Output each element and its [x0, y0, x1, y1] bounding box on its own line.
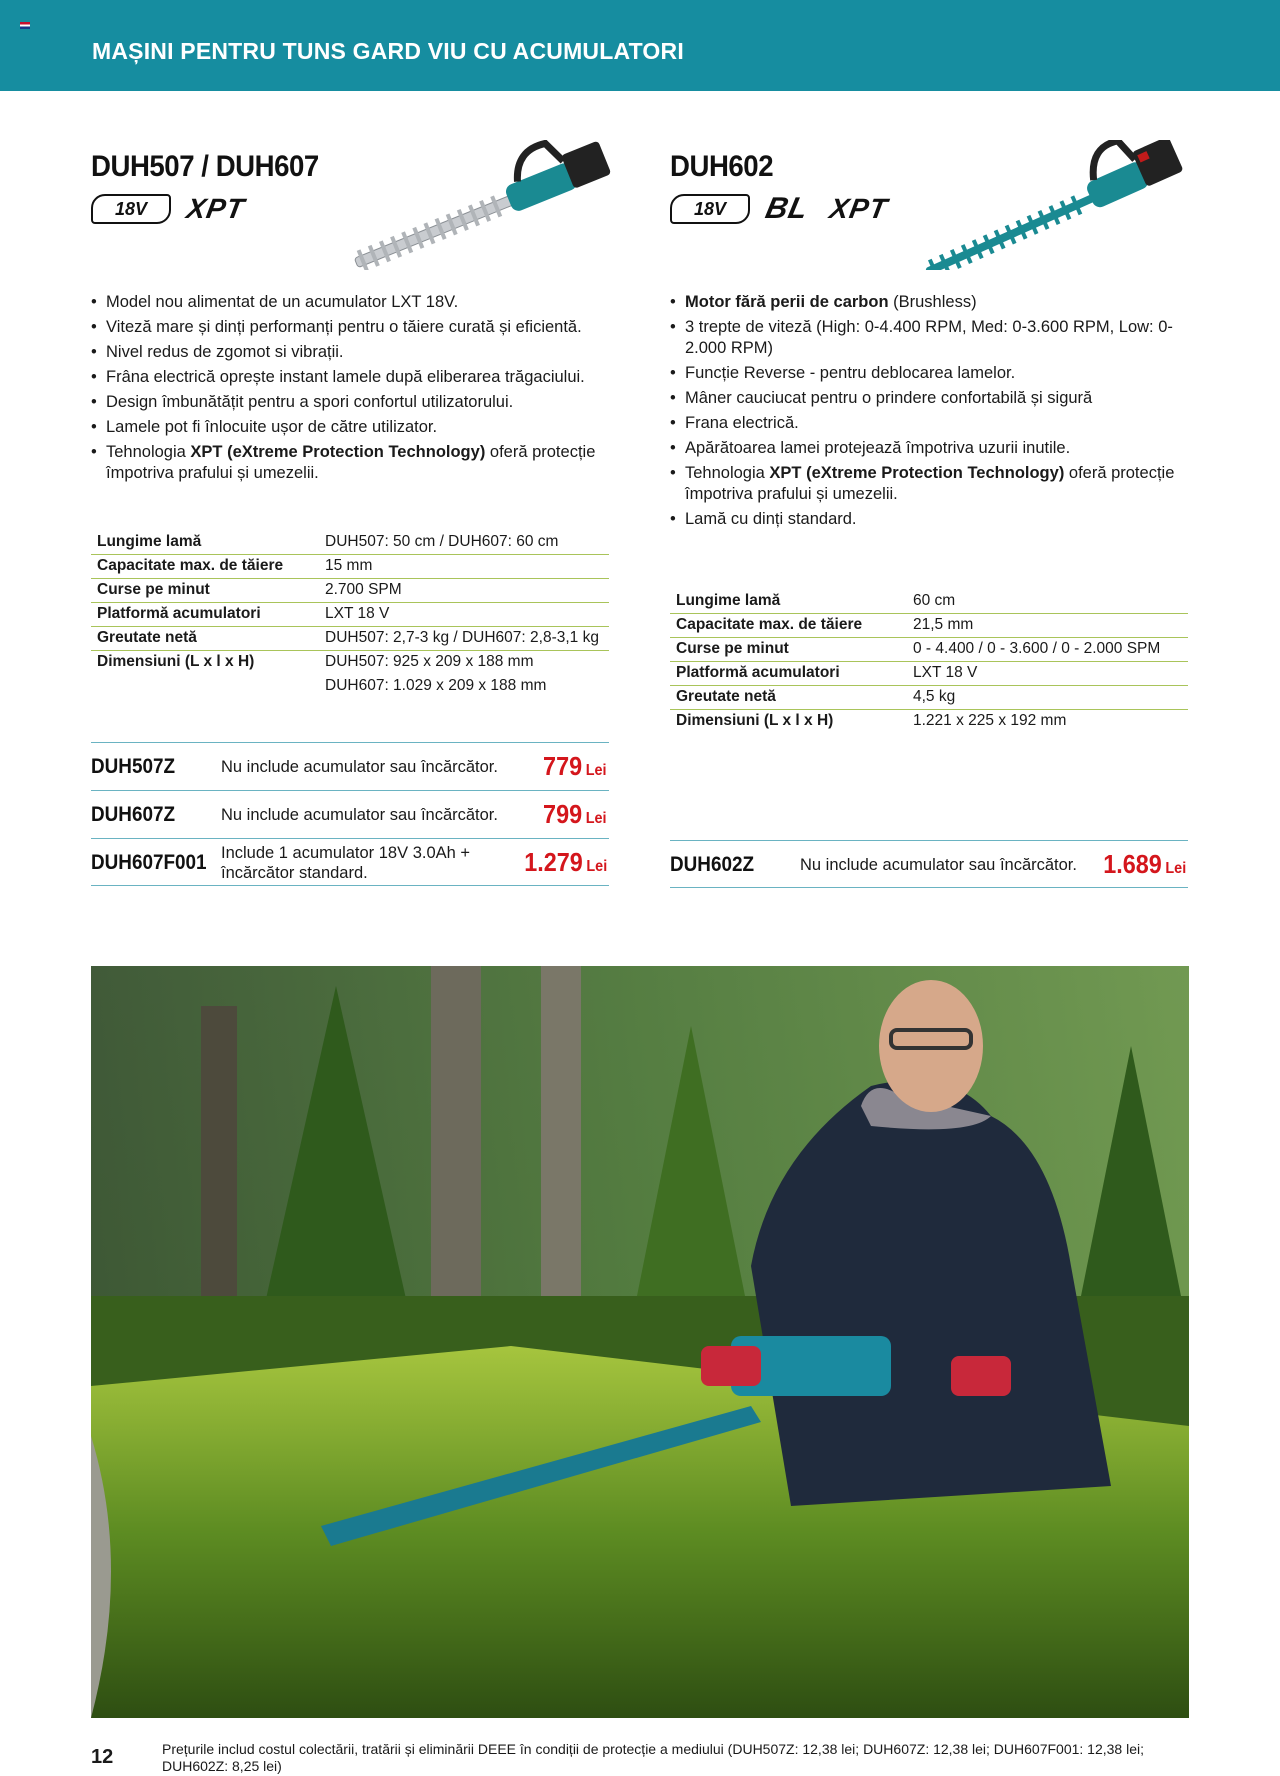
feature-text: oferă protecție împotriva prafului și umezelii. [106, 443, 596, 482]
feature-bold: Motor fără perii de carbon [685, 293, 889, 311]
price-row [670, 840, 1188, 888]
spec-key: Greutate netă [91, 626, 319, 650]
spec-value: DUH507: 925 x 209 x 188 mm [325, 653, 534, 671]
spec-key: Capacitate max. de tăiere [670, 613, 907, 637]
spec-value: DUH507: 2,7-3 kg / DUH607: 2,8-3,1 kg [319, 626, 609, 650]
product-desc: Nu include acumulator sau încărcător. [800, 856, 1077, 874]
feature-item: • Apărătoarea lamei protejează împotriva uzurii inutile. [670, 438, 1188, 459]
feature-item: • Lamele pot fi înlocuite ușor de către utilizator. [91, 417, 609, 438]
spec-value: 1.221 x 225 x 192 mm [913, 712, 1067, 730]
spec-key: Lungime lamă [91, 530, 319, 554]
product-price [524, 847, 607, 878]
price-row [91, 742, 609, 790]
table-row [670, 709, 1188, 733]
spec-key: Dimensiuni (L x l x H) [97, 653, 255, 671]
product-code: DUH607Z [91, 803, 176, 826]
table-row [91, 626, 609, 650]
model-title: DUH602 [670, 150, 774, 183]
spec-key: Lungime lamă [670, 589, 907, 613]
product-desc: Nu include acumulator sau încărcător. [221, 806, 498, 824]
spec-value: 15 mm [319, 554, 609, 578]
price-row [91, 838, 609, 886]
spec-table [670, 589, 1188, 733]
price-value: 779 [543, 751, 583, 781]
xpt-logo: XPT [184, 193, 248, 224]
page-number: 12 [91, 1746, 114, 1768]
page-header [0, 0, 1280, 91]
price-currency: Lei [586, 858, 607, 875]
product-code: DUH602Z [670, 853, 755, 876]
table-row [91, 602, 609, 626]
price-value: 1.689 [1103, 849, 1162, 879]
table-row [670, 637, 1188, 661]
spec-key: Platformă acumulatori [670, 661, 907, 685]
spec-key: Curse pe minut [670, 637, 907, 661]
spec-key: Dimensiuni (L x l x H) [676, 712, 834, 730]
bl-motor-logo: BL [762, 192, 812, 225]
product-code: DUH607F001 [91, 851, 207, 874]
spec-value: 60 cm [907, 589, 1188, 613]
footer-note: Prețurile includ costul colectării, tratării și eliminării DEEE în condiții de protecție a mediului (DUH507Z: 12,38 lei; DUH607Z: 12,38 lei; DUH607F001: 12,38 lei; DUH602Z: 8,25 lei) [162, 1741, 1145, 1774]
spec-value: DUH507: 50 cm / DUH607: 60 cm [319, 530, 609, 554]
table-row [670, 589, 1188, 613]
feature-item: • Nivel redus de zgomot si vibrații. [91, 342, 609, 363]
product-code: DUH507Z [91, 755, 176, 778]
product-desc: Nu include acumulator sau încărcător. [221, 758, 498, 776]
spec-value: 0 - 4.400 / 0 - 3.600 / 0 - 2.000 SPM [907, 637, 1188, 661]
feature-item [91, 442, 609, 484]
price-currency: Lei [586, 762, 607, 779]
product-price [544, 799, 607, 830]
spec-value: LXT 18 V [907, 661, 1188, 685]
feature-item: • Mâner cauciucat pentru o prindere confortabilă și sigură [670, 388, 1188, 409]
lxt-18v-logo: 18V [670, 194, 750, 224]
feature-item [670, 292, 1188, 313]
hedge-trimmer-image [910, 140, 1190, 270]
feature-item: • Design îmbunătățit pentru a spori confortul utilizatorului. [91, 392, 609, 413]
hedge-trimmer-image [323, 140, 623, 270]
lxt-18v-logo: 18V [91, 194, 171, 224]
feature-item: • Frâna electrică oprește instant lamele după eliberarea trăgaciului. [91, 367, 609, 388]
logo-group [91, 192, 250, 226]
feature-text: Tehnologia [106, 443, 191, 461]
feature-item: • Viteză mare și dinți performanți pentru o tăiere curată și eficientă. [91, 317, 609, 338]
price-value: 1.279 [524, 847, 583, 877]
spec-key: Greutate netă [670, 685, 907, 709]
gardener-hedge-photo [91, 966, 1189, 1718]
spec-key: Curse pe minut [91, 578, 319, 602]
table-row [670, 685, 1188, 709]
spec-value: 2.700 SPM [319, 578, 609, 602]
spec-table [91, 530, 609, 698]
price-currency: Lei [586, 810, 607, 827]
table-row [670, 661, 1188, 685]
spec-value: 21,5 mm [907, 613, 1188, 637]
feature-item [670, 463, 1188, 505]
romania-flag-icon [20, 22, 30, 29]
table-row [91, 578, 609, 602]
xpt-logo: XPT [827, 193, 891, 224]
spec-value: LXT 18 V [319, 602, 609, 626]
spec-key [91, 674, 319, 698]
price-currency: Lei [1165, 860, 1186, 877]
spec-value: DUH607: 1.029 x 209 x 188 mm [325, 677, 547, 694]
logo-group [670, 192, 893, 226]
feature-list [670, 292, 1188, 534]
table-row [670, 613, 1188, 637]
price-value: 799 [543, 799, 583, 829]
feature-text: oferă protecție împotriva prafului și umezelii. [685, 464, 1175, 503]
spec-value: 4,5 kg [907, 685, 1188, 709]
feature-bold: XPT (eXtreme Protection Technology) [190, 443, 486, 461]
feature-item: • Lamă cu dinți standard. [670, 509, 1188, 530]
product-desc: Include 1 acumulator 18V 3.0Ah + încărcător standard. [221, 844, 471, 882]
product-price [1103, 849, 1186, 880]
table-row [91, 650, 609, 674]
table-row [91, 674, 609, 698]
page-title: MAȘINI PENTRU TUNS GARD VIU CU ACUMULATORI [92, 38, 684, 64]
table-row [91, 530, 609, 554]
model-title: DUH507 / DUH607 [91, 150, 319, 183]
feature-bold: XPT (eXtreme Protection Technology) [769, 464, 1065, 482]
feature-item: • Frana electrică. [670, 413, 1188, 434]
product-price [544, 751, 607, 782]
feature-text: Tehnologia [685, 464, 770, 482]
table-row [91, 554, 609, 578]
price-row [91, 790, 609, 838]
feature-text: (Brushless) [888, 293, 977, 311]
feature-item: • Funcție Reverse - pentru deblocarea lamelor. [670, 363, 1188, 384]
feature-item: • Model nou alimentat de un acumulator LXT 18V. [91, 292, 609, 313]
spec-key: Platformă acumulatori [91, 602, 319, 626]
feature-list [91, 292, 609, 488]
spec-key: Capacitate max. de tăiere [91, 554, 319, 578]
feature-item: • 3 trepte de viteză (High: 0-4.400 RPM, Med: 0-3.600 RPM, Low: 0-2.000 RPM) [670, 317, 1188, 359]
